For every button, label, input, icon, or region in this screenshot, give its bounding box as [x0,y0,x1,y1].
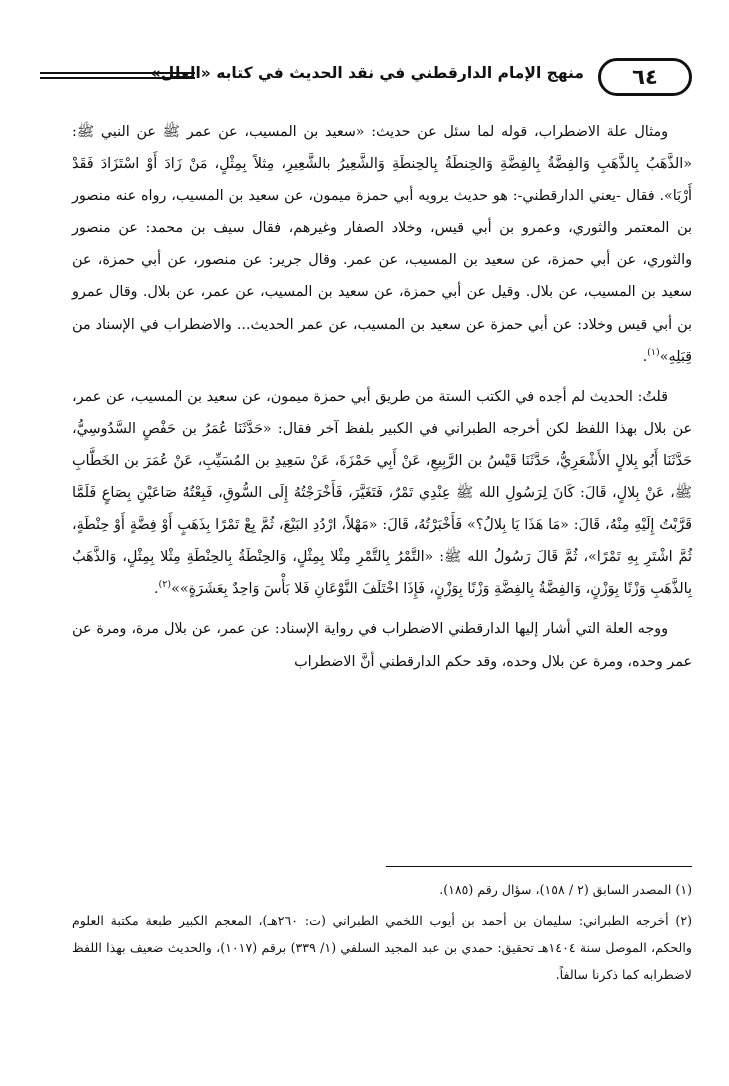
footnote-ref-2: (٢) [158,579,172,591]
paragraph-2-text: قلتُ: الحديث لم أجده في الكتب الستة من طريق أبي حمزة ميمون، عن سعيد بن المسيب، عن عمر، عن بلال بهذا اللفظ لكن أخرجه الطبراني في الكبير بلفظ آخر فقال: «حَدَّثَنَا عُمَرُ بن حَفْصٍ السَّدُوسِيُّ، حَدَّثَنَا أَبُو بِلالٍ الأَشْعَرِيُّ، حَدَّثَنَا قَيْسُ بن الرَّبِيعِ، عَنْ أَبِي حَمْزَةَ، عَنْ سَعِيدِ بن المُسَيِّبِ، عَنْ عُمَرَ بن الخَطَّابِ ﷺ، عَنْ بِلالٍ، قَالَ: كَانَ لِرَسُولِ الله ﷺ عِنْدِي تَمْرٌ، فَتَغَيَّرَ، فَأَخْرَجْتُهُ إِلَى السُّوقِ، فَبِعْتُهُ صَاعَيْنِ بِصَاعٍ فَلَمَّا قَرَّبْتُ إِلَيْهِ مِنْهُ، قَالَ: «مَا هَذَا يَا بِلالُ؟» فَأَخْبَرْتُهُ، قَالَ: «مَهْلاً، ارْدُدِ البَيْعَ، ثُمَّ بِعْ تَمْرًا بِذَهَبٍ أَوْ فِضَّةٍ أَوْ حِنْطَةٍ، ثُمَّ اشْتَرِ بِهِ تَمْرًا»، ثُمَّ قَالَ رَسُولُ الله ﷺ: «التَّمْرُ بِالتَّمْرِ مِثْلا بِمِثْلٍ، وَالحِنْطَةُ بِالحِنْطَةِ مِثْلا بِمِثْلٍ، وَالذَّهَبُ بِالذَّهَبِ وَزْنًا بِوَزْنٍ، وَالفِضَّةُ بِالفِضَّةِ وَزْنًا بِوَزْنٍ، فَإِذَا اخْتَلَفَ النَّوْعَانِ فَلا بَأْسَ وَاحِدٌ بِعَشَرَةٍ»» [72,388,692,598]
paragraph-1-text: ومثال علة الاضطراب، قوله لما سئل عن حديث: «سعيد بن المسيب، عن عمر ﷺ عن النبي ﷺ: «الذَّهَبُ بِالذَّهَبِ وَالفِضَّةُ بِالفِضَّةِ وَالحِنطَةُ بِالحِنطَةِ وَالشَّعِيرُ بالشَّعِيرِ، مِثلاً بِمِثْلٍ، مَنْ زَادَ أَوْ اسْتَزَادَ فَقَدْ أَرْبَا». فقال -يعني الدارقطني-: هو حديث يرويه أبي حمزة ميمون، عن سعيد بن المسيب، رواه عنه منصور بن المعتمر والثوري، وعمرو بن أبي قيس، وخلاد الصفار وغيرهم، فقال سيف بن محمد: عن منصور والثوري، عن أبي حمزة، عن سعيد بن المسيب، عن عمر. وقال جرير: عن منصور، عن أبي حمزة، عن سعيد بن المسيب، عن بلال. وقيل عن أبي حمزة، عن سعيد بن المسيب، عن عمر، عن بلال. وقال عمرو بن أبي قيس وخلاد: عن أبي حمزة عن سعيد بن المسيب، عن عمر الحديث... والاضطراب في الإسناد من قِبَلِهِ» [72,124,692,365]
paragraph-2: قلتُ: الحديث لم أجده في الكتب الستة من طريق أبي حمزة ميمون، عن سعيد بن المسيب، عن عمر، عن بلال بهذا اللفظ لكن أخرجه الطبراني في الكبير بلفظ آخر فقال: «حَدَّثَنَا عُمَرُ بن حَفْصٍ السَّدُوسِيُّ، حَدَّثَنَا أَبُو بِلالٍ الأَشْعَرِيُّ، حَدَّثَنَا قَيْسُ بن الرَّبِيعِ، عَنْ أَبِي حَمْزَةَ، عَنْ سَعِيدِ بن المُسَيِّبِ، عَنْ عُمَرَ بن الخَطَّابِ ﷺ، عَنْ بِلالٍ، قَالَ: كَانَ لِرَسُولِ الله ﷺ عِنْدِي تَمْرٌ، فَتَغَيَّرَ، فَأَخْرَجْتُهُ إِلَى السُّوقِ، فَبِعْتُهُ صَاعَيْنِ بِصَاعٍ فَلَمَّا قَرَّبْتُ إِلَيْهِ مِنْهُ، قَالَ: «مَا هَذَا يَا بِلالُ؟» فَأَخْبَرْتُهُ، قَالَ: «مَهْلاً، ارْدُدِ البَيْعَ، ثُمَّ بِعْ تَمْرًا بِذَهَبٍ أَوْ فِضَّةٍ أَوْ حِنْطَةٍ، ثُمَّ اشْتَرِ بِهِ تَمْرًا»، ثُمَّ قَالَ رَسُولُ الله ﷺ: «التَّمْرُ بِالتَّمْرِ مِثْلا بِمِثْلٍ، وَالحِنْطَةُ بِالحِنْطَةِ مِثْلا بِمِثْلٍ، وَالذَّهَبُ بِالذَّهَبِ وَزْنًا بِوَزْنٍ، وَالفِضَّةُ بِالفِضَّةِ وَزْنًا بِوَزْنٍ، فَإِذَا اخْتَلَفَ النَّوْعَانِ فَلا بَأْسَ وَاحِدٌ بِعَشَرَةٍ»»$^{(٢)}$. [72,388,692,598]
paragraph-3-text: ووجه العلة التي أشار إليها الدارقطني الاضطراب في رواية الإسناد: عن عمر، عن بلال مرة، ومرة عن عمر وحده، ومرة عن بلال وحده، وقد حكم الدارقطني أنَّ الاضطراب [72,621,692,670]
paragraph-3 [72,613,692,677]
page-number-badge: ٦٤ [598,58,692,96]
paragraph-1: ومثال علة الاضطراب، قوله لما سئل عن حديث: «سعيد بن المسيب، عن عمر ﷺ عن النبي ﷺ: «الذَّهَبُ بِالذَّهَبِ وَالفِضَّةُ بِالفِضَّةِ وَالحِنطَةُ بِالحِنطَةِ وَالشَّعِيرُ بالشَّعِيرِ، مِثلاً بِمِثْلٍ، مَنْ زَادَ أَوْ اسْتَزَادَ فَقَدْ أَرْبَا». فقال -يعني الدارقطني-: هو حديث يرويه أبي حمزة ميمون، عن سعيد بن المسيب، رواه عنه منصور بن المعتمر والثوري، وعمرو بن أبي قيس، وخلاد الصفار وغيرهم، فقال سيف بن محمد: عن منصور والثوري، عن أبي حمزة، عن سعيد بن المسيب، عن عمر. وقال جرير: عن منصور، عن أبي حمزة، عن سعيد بن المسيب، عن بلال. وقيل عن أبي حمزة، عن سعيد بن المسيب، عن عمر، عن بلال. وقال عمرو بن أبي قيس وخلاد: عن أبي حمزة عن سعيد بن المسيب، عن عمر الحديث... والاضطراب في الإسناد من قِبَلِهِ»$^{(١)}$. [72,124,692,365]
page-header [40,58,692,98]
footnote-separator [386,866,692,867]
header-rule [40,72,195,79]
running-title: منهج الإمام الدارقطني في نقد الحديث في كتابه «العلل» [150,64,584,82]
main-text [72,116,692,678]
footnote-1: (١) المصدر السابق (٢ / ١٥٨)، سؤال رقم (١٨٥). [439,882,692,897]
footnote-ref-1: (١) [647,346,660,358]
footnote-2: (٢) أخرجه الطبراني: سليمان بن أحمد بن أيوب اللخمي الطبراني (ت: ٢٦٠هـ)، المعجم الكبير طبعة مكتبة العلوم والحكم، الموصل سنة ١٤٠٤هـ تحقيق: حمدي بن عبد المجيد السلفي (١/ ٣٣٩) برقم (١٠١٧)، والحديث ضعيف بهذا اللفظ لاضطرابه كما ذكرنا سالفاً. [72,913,692,982]
footnotes [72,876,692,988]
